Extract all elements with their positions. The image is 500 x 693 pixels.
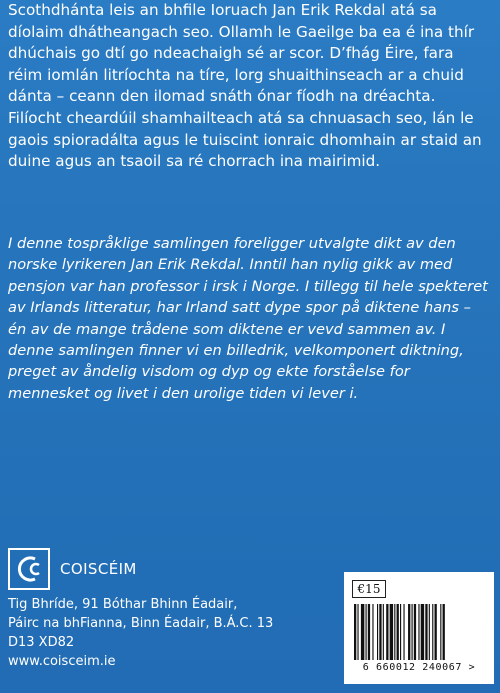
barcode-bar	[435, 604, 437, 660]
barcode-bar	[366, 604, 367, 660]
barcode-bar	[383, 604, 384, 660]
barcode-bar	[379, 604, 381, 660]
barcode-bar	[418, 604, 419, 660]
barcode-digits: 6 660012 240067 >	[362, 662, 476, 673]
barcode-bar	[390, 604, 393, 660]
barcode-bar	[394, 604, 395, 660]
barcode-bars	[354, 604, 484, 660]
barcode-bar	[429, 604, 430, 660]
barcode-bar	[354, 604, 356, 660]
publisher-website[interactable]: www.coisceim.ie	[8, 654, 116, 669]
barcode-bar	[403, 604, 404, 660]
barcode-bar	[386, 604, 388, 660]
barcode-bar	[443, 604, 445, 660]
barcode-bar	[361, 604, 364, 660]
barcode-bar	[414, 604, 416, 660]
barcode-box	[344, 572, 494, 684]
barcode-bar	[377, 604, 378, 660]
barcode-bar	[412, 604, 413, 660]
barcode-bar	[408, 604, 410, 660]
publisher-name: COISCÉIM	[60, 560, 137, 578]
address-line-1: Tig Bhríde, 91 Bóthar Bhinn Éadair,	[8, 597, 238, 612]
publisher-address	[8, 595, 328, 671]
publisher-block	[8, 547, 328, 671]
address-line-3: D13 XD82	[8, 635, 75, 650]
barcode-bar	[440, 604, 441, 660]
barcode-bar	[400, 604, 401, 660]
coisceim-logo-icon	[8, 548, 50, 590]
barcode-bar	[432, 604, 433, 660]
barcode-bar	[425, 604, 427, 660]
price-label: €15	[352, 580, 386, 598]
address-line-2: Páirc na bhFianna, Binn Éadair, B.Á.C. 13	[8, 616, 274, 631]
publisher-logo-row	[8, 547, 328, 591]
barcode-bar	[357, 604, 358, 660]
barcode-bar	[397, 604, 399, 660]
irish-blurb: Scothdhánta leis an bhfile Ioruach Jan Erik Rekdal atá sa díolaim dhátheangach seo. Ollamh le Gaeilge ba ea é ina thír dhúchais go dtí go ndeachaigh sé ar scor. D’fhág Éire, fara réim iomlán litríochta na tíre, lorg shuaithinseach ar a chuid dánta – ceann den ilomad snáth ónar fíodh na dréachta. Filíocht cheardúil shamhailteach atá sa chnuasach seo, lán le gaois spioradálta agus le tuiscint ionraic dhomhain ar staid an duine agus an tsaoil sa ré chorrach ina mairimid.	[8, 1, 482, 171]
barcode-bar	[421, 604, 424, 660]
norwegian-blurb: I denne tospråklige samlingen foreligger utvalgte dikt av den norske lyrikeren Jan Erik Rekdal. Inntil han nylig gikk av med pensjon var han professor i irsk i Norge. I tillegg til hele spekteret av Irlands litteratur, har Irland satt dype spor på diktene hans – én av de mange trådene som diktene er vevd sammen av. I denne samlingen finner vi en billedrik, velkomponert diktning, preget av åndelig visdom og dyp og ekte forståelse for mennesket og livet i den urolige tiden vi lever i.	[8, 235, 488, 402]
barcode-bar	[368, 604, 370, 660]
barcode-bar	[372, 604, 373, 660]
